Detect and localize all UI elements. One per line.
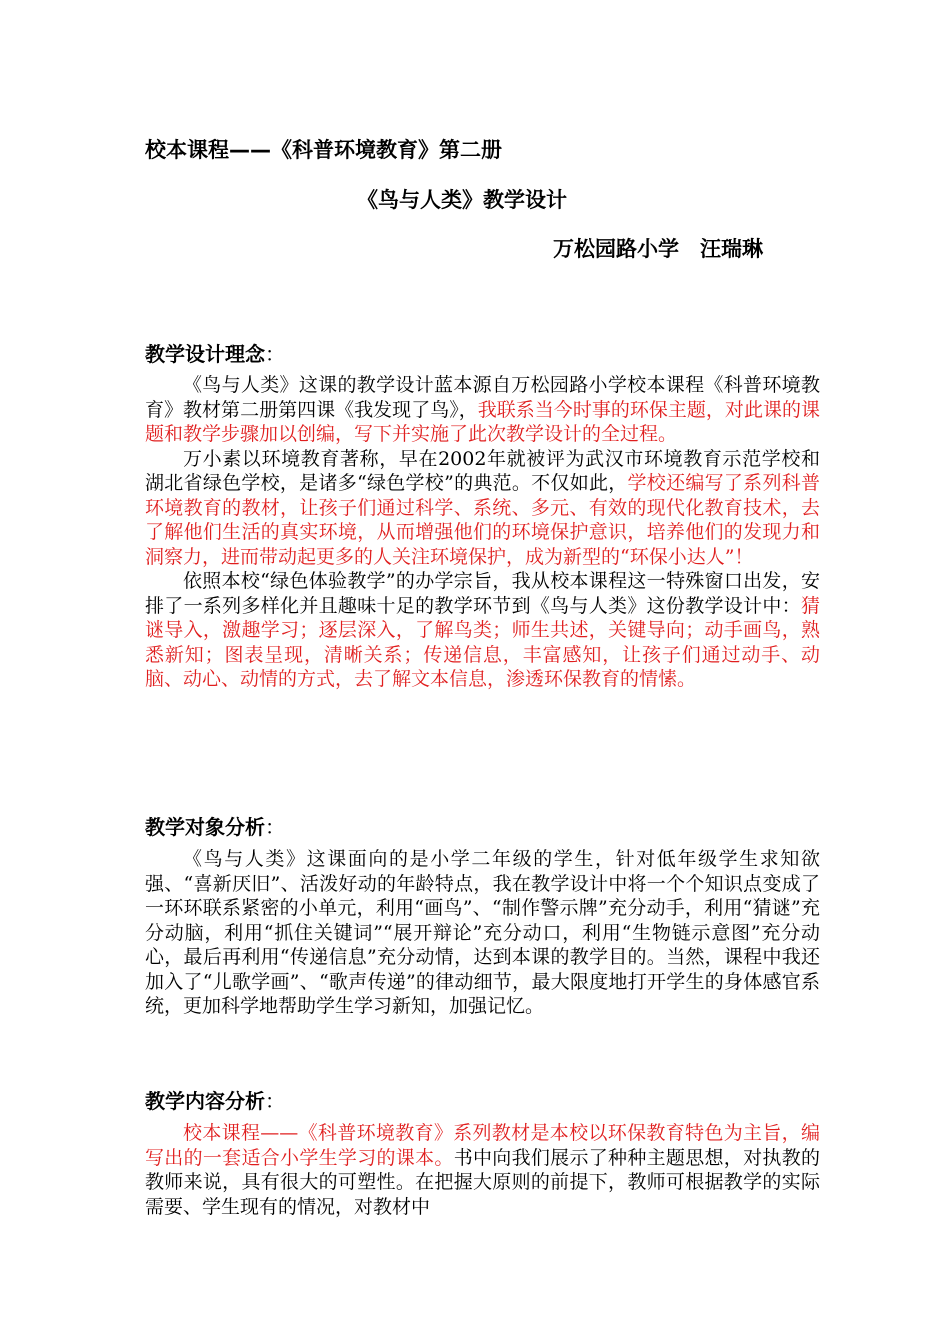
- section-body-design-concept: [145, 373, 820, 692]
- paragraph-highlight: 我联系当今时事的环保主题，对此课的课题和教学步骤加以创编，写下并实施了此次教学设计的全过程。: [145, 398, 820, 445]
- paragraph: [145, 447, 820, 570]
- paragraph-text: 万小素以环境教育著称，早在2002年就被评为武汉市环境教育示范学校和湖北省绿色学校，是诸多“绿色学校”的典范。不仅如此，: [145, 447, 820, 494]
- section-heading-text: 教学设计理念: [145, 342, 265, 366]
- paragraph: [145, 1121, 820, 1219]
- paragraph: [145, 569, 820, 692]
- section-heading-colon: ：: [265, 815, 285, 839]
- paragraph: [145, 847, 820, 1019]
- paragraph-highlight: 校本课程——《科普环境教育》系列教材是本校以环保教育特色为主旨，编写出的一套适合小学生学习的课本。: [145, 1122, 820, 1169]
- section-heading-learner-analysis: [145, 811, 285, 840]
- section-body-learner-analysis: [145, 847, 820, 1019]
- paragraph-text: 依照本校“绿色体验教学”的办学宗旨，我从校本课程这一特殊窗口出发，安排了一系列多样化并且趣味十足的教学环节到《鸟与人类》这份教学设计中：: [145, 570, 820, 617]
- section-heading-text: 教学对象分析: [145, 815, 265, 839]
- section-heading-colon: ：: [265, 342, 285, 366]
- author-line: 万松园路小学 汪瑞琳: [553, 237, 763, 261]
- paragraph-text-tail: 书中向我们展示了种种主题思想，对执教的教师来说，具有很大的可塑性。在把握大原则的前提下，教师可根据教学的实际需要、学生现有的情况，对教材中: [145, 1146, 820, 1218]
- paragraph-text: 《鸟与人类》这课的教学设计蓝本源自万松园路小学校本课程《科普环境教育》教材第二册第四课《我发现了鸟》，: [145, 374, 820, 421]
- paragraph-highlight: 学校还编写了系列科普环境教育的教材，让孩子们通过科学、系统、多元、有效的现代化教育技术，去了解他们生活的真实环境，从而增强他们的环境保护意识，培养他们的发现力和洞察力，进而带动起更多的人关注环境保护，成为新型的“环保小达人”！: [145, 472, 820, 568]
- paragraph-highlight: 猜谜导入，激趣学习；逐层深入，了解鸟类；师生共述，关键导向；动手画鸟，熟悉新知；图表呈现，清晰关系；传递信息，丰富感知，让孩子们通过动手、动脑、动心、动情的方式，去了解文本信息，渗透环保教育的情愫。: [145, 594, 820, 690]
- paragraph: [145, 373, 820, 447]
- section-heading-content-analysis: [145, 1085, 285, 1114]
- section-body-content-analysis: [145, 1121, 820, 1219]
- document-subtitle: 《鸟与人类》教学设计: [357, 188, 567, 212]
- section-heading-colon: ：: [265, 1089, 285, 1113]
- section-heading-text: 教学内容分析: [145, 1089, 265, 1113]
- document-title: 校本课程——《科普环境教育》第二册: [145, 138, 502, 162]
- section-heading-design-concept: [145, 338, 285, 367]
- paragraph-text: 《鸟与人类》这课面向的是小学二年级的学生，针对低年级学生求知欲强、“喜新厌旧”、活泼好动的年龄特点，我在教学设计中将一个个知识点变成了一环环联系紧密的小单元，利用“画鸟”、“制作警示牌”充分动手，利用“猜谜”充分动脑，利用“抓住关键词”“展开辩论”充分动口，利用“生物链示意图”充分动心，最后再利用“传递信息”充分动情，达到本课的教学目的。当然，课程中我还加入了“儿歌学画”、“歌声传递”的律动细节，最大限度地打开学生的身体感官系统，更加科学地帮助学生学习新知，加强记忆。: [145, 848, 820, 1017]
